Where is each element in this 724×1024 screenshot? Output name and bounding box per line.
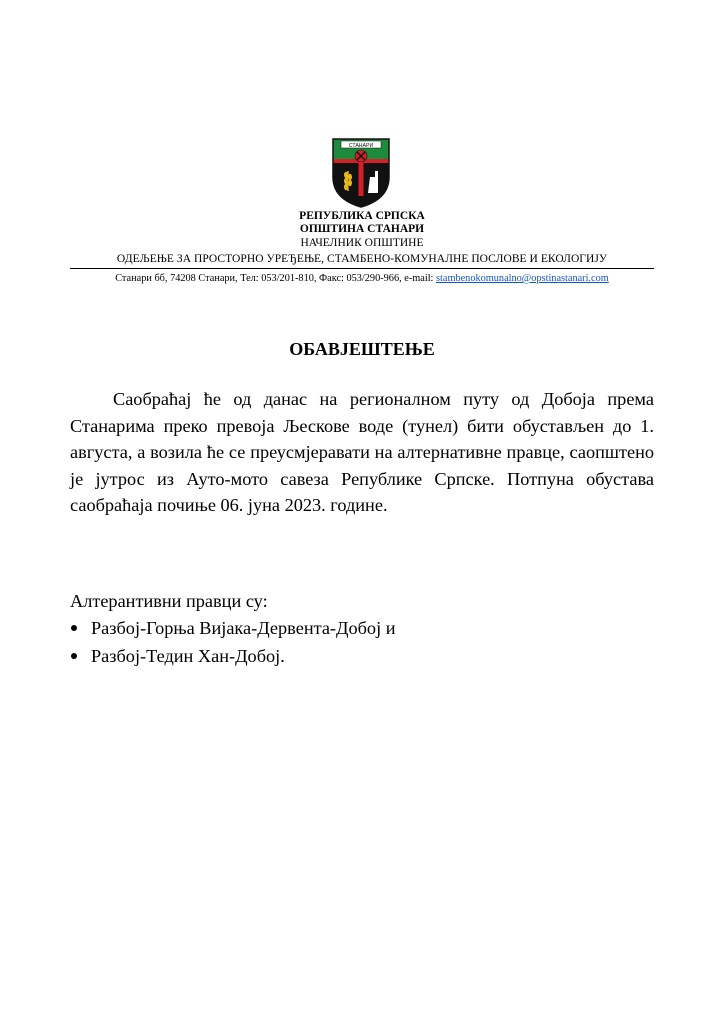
bullet-icon (71, 653, 77, 659)
header-republic: РЕПУБЛИКА СРПСКА (299, 210, 425, 222)
contact-details: Станари бб, 74208 Станари, Тел: 053/201-810, Факс: 053/290-966, e-mail: (115, 273, 436, 284)
route-text: Разбој-Тедин Хан-Добој. (91, 646, 285, 666)
routes-list (70, 614, 396, 670)
list-item (70, 642, 396, 670)
bullet-icon (71, 625, 77, 631)
list-item (70, 614, 396, 642)
header-department: ОДЕЉЕЊЕ ЗА ПРОСТОРНО УРЕЂЕЊЕ, СТАМБЕНО-КОМУНАЛНЕ ПОСЛОВЕ И ЕКОЛОГИЈУ (116, 253, 608, 265)
municipality-coat-of-arms (331, 137, 391, 209)
header-contact-line (70, 272, 654, 285)
notice-title: ОБАВЈЕШТЕЊЕ (289, 339, 435, 359)
crest-banner-text: СТАНАРИ (348, 142, 374, 149)
contact-email-link[interactable]: stambenokomunalno@opstinastanari.com (436, 273, 609, 284)
notice-paragraph: Саобраћај ће од данас на регионалном путу од Добоја према Станарима преко превоја Љескове воде (тунел) бити обустављен до 1. августа, а возила ће се преусмјеравати на алтернативне правце, саопштено је јутрос из Ауто-мото савеза Републике Српске. Потпуна обустава саобраћаја почиње 06. јуна 2023. године. (70, 389, 654, 515)
header-municipality: ОПШТИНА СТАНАРИ (299, 223, 425, 235)
header-mayor: НАЧЕЛНИК ОПШТИНЕ (300, 237, 424, 249)
header-divider (70, 268, 654, 269)
route-text: Разбој-Горња Вијака-Дервента-Добој и (91, 618, 396, 638)
routes-intro: Алтерантивни правци су: (70, 591, 268, 611)
